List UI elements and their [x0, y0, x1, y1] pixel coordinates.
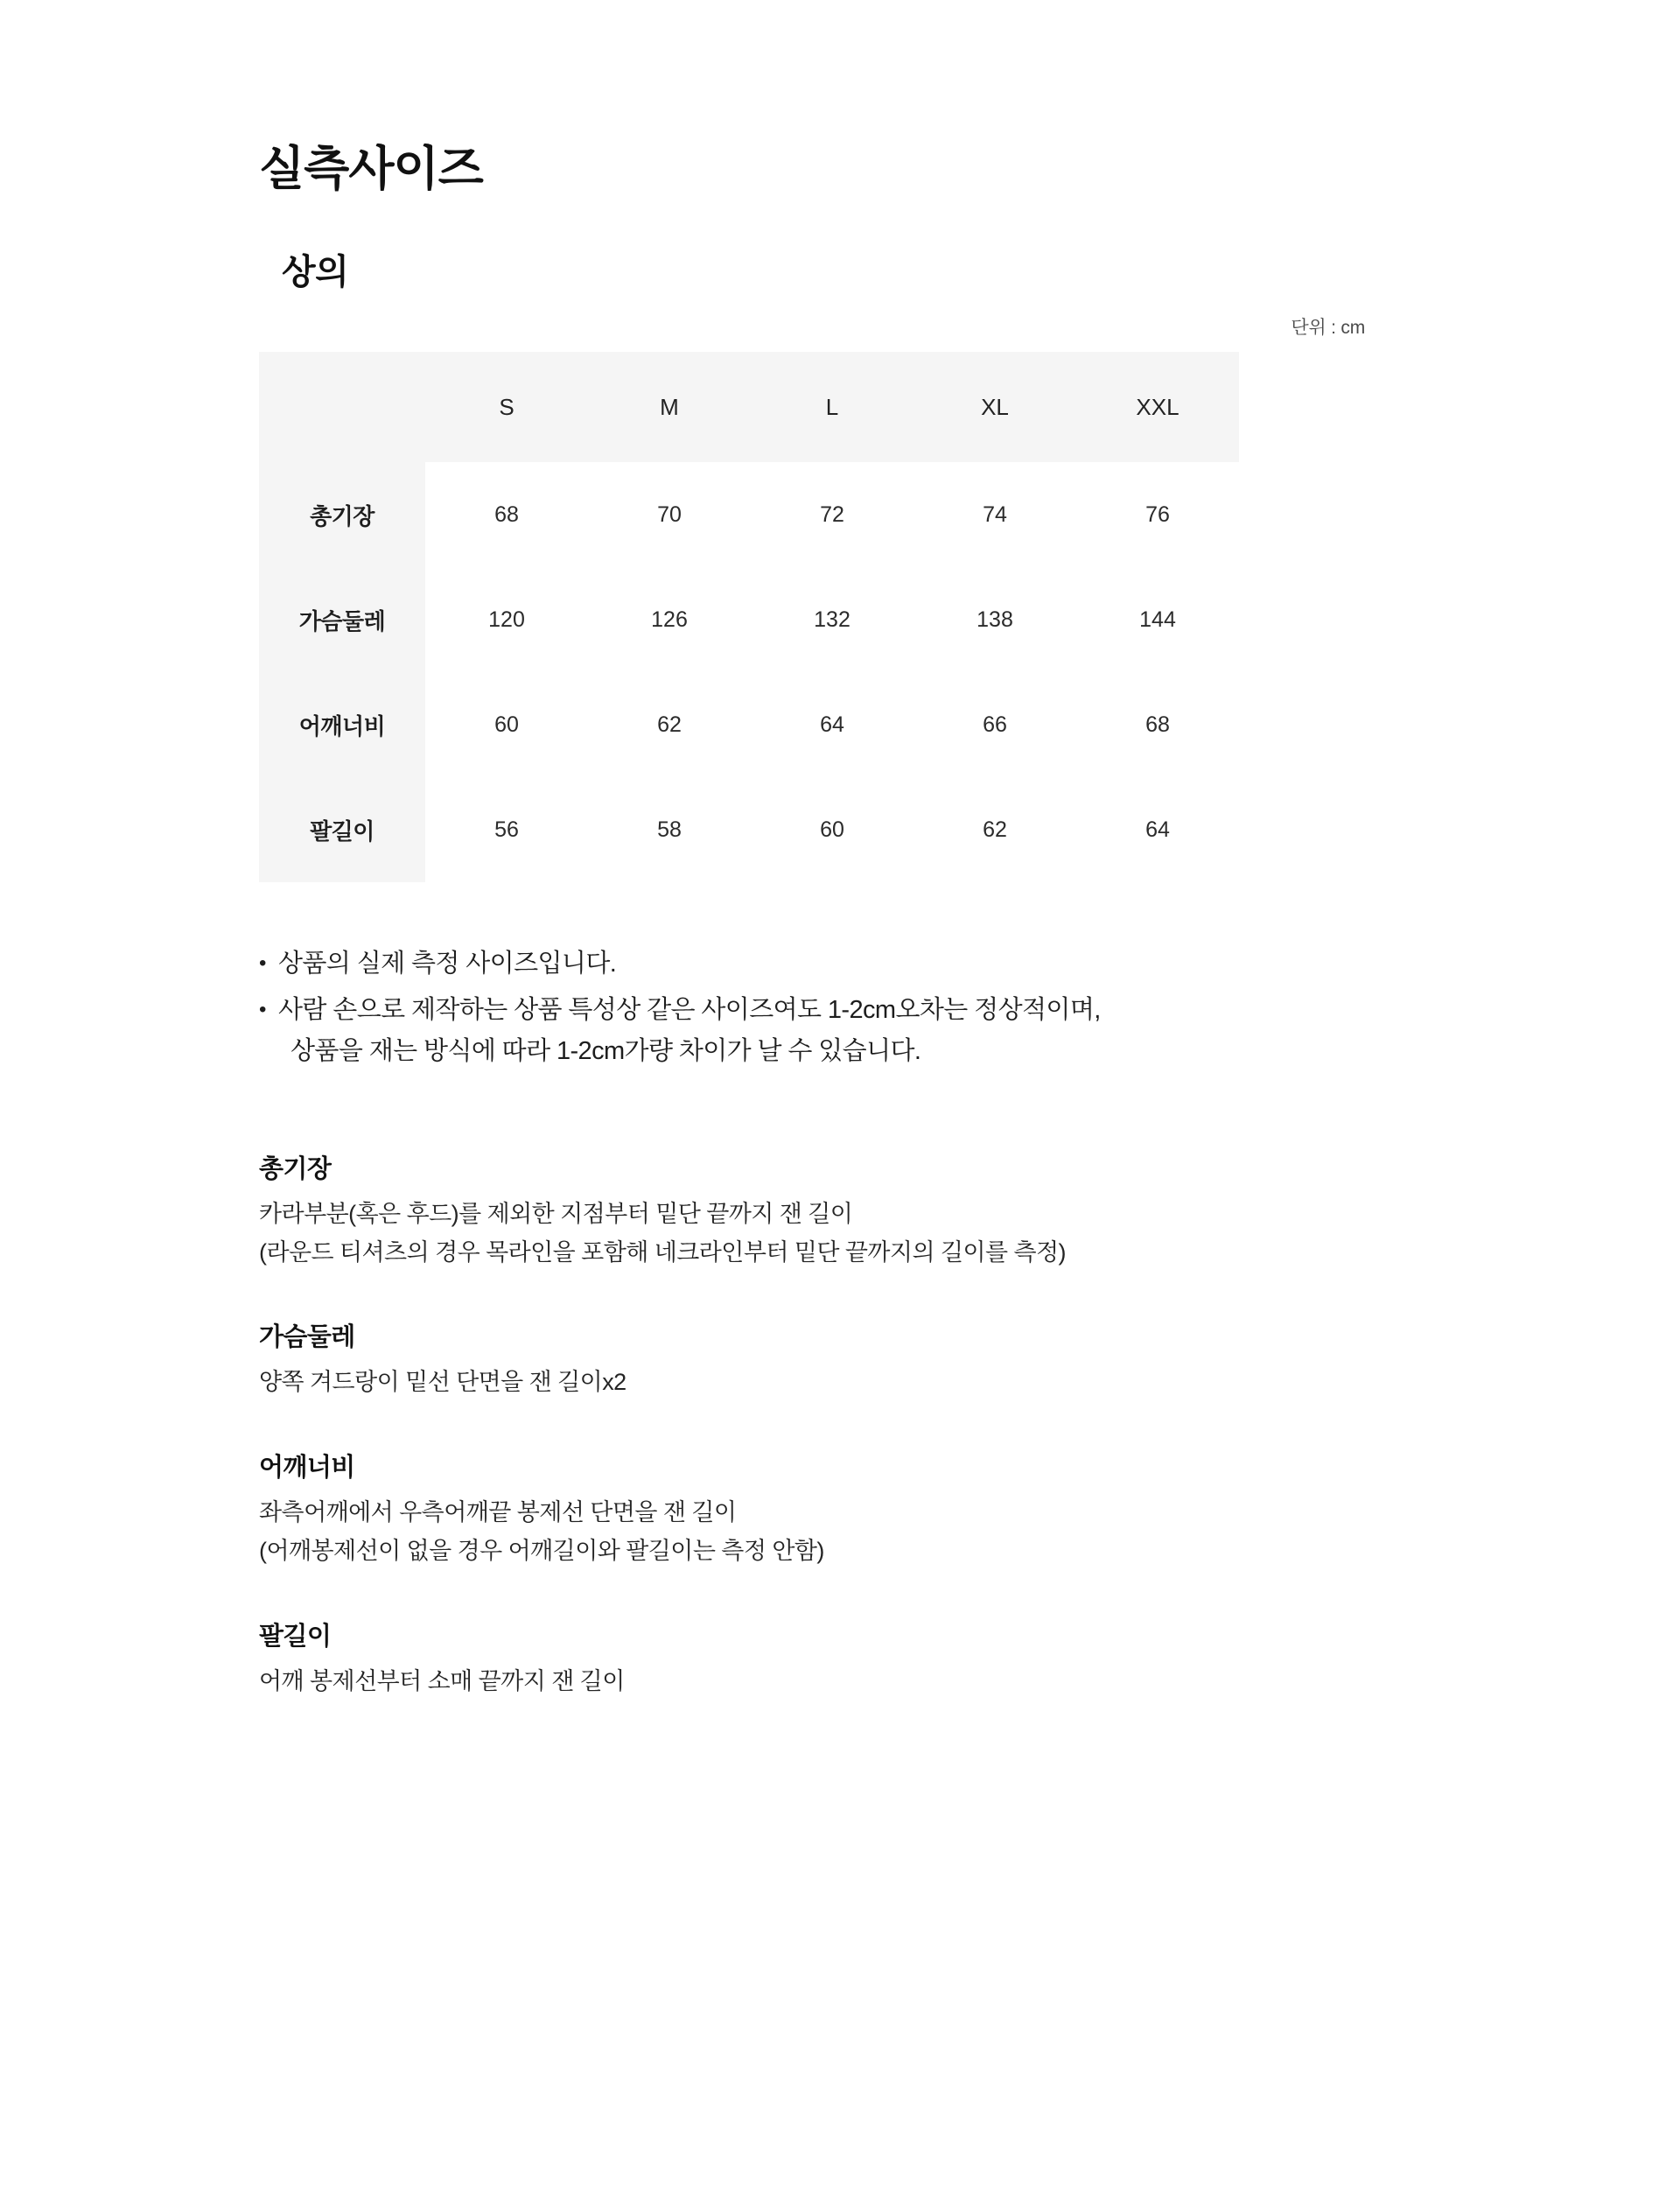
bullet-icon: •: [259, 997, 266, 1021]
cell-chest-m: 126: [588, 567, 751, 672]
definition-line-1: 좌측어깨에서 우측어깨끝 봉제선 단면을 잰 길이: [259, 1499, 737, 1526]
cell-sleeve-l: 60: [751, 777, 914, 882]
definition-term: 어깨너비: [259, 1454, 355, 1483]
definition-sleeve: [259, 1616, 1421, 1701]
column-header-xxl: XXL: [1076, 352, 1239, 462]
unit-label: 단위 : cm: [1291, 318, 1365, 338]
cell-chest-s: 120: [425, 567, 588, 672]
table-row: [259, 672, 1239, 777]
cell-sleeve-m: 58: [588, 777, 751, 882]
cell-total-length-xl: 74: [914, 462, 1076, 567]
bullet-icon: •: [259, 951, 266, 975]
row-label-chest: 가슴둘레: [259, 567, 425, 672]
note-line-1: 상품의 실제 측정 사이즈입니다.: [278, 950, 617, 978]
definition-term: 총기장: [259, 1154, 332, 1183]
list-item: [259, 943, 1421, 985]
cell-total-length-s: 68: [425, 462, 588, 567]
column-header-xl: XL: [914, 352, 1076, 462]
cell-shoulder-s: 60: [425, 672, 588, 777]
table-row: [259, 777, 1239, 882]
cell-total-length-m: 70: [588, 462, 751, 567]
column-header-m: M: [588, 352, 751, 462]
cell-total-length-xxl: 76: [1076, 462, 1239, 567]
table-row: [259, 462, 1239, 567]
definition-total-length: [259, 1149, 1421, 1272]
cell-sleeve-s: 56: [425, 777, 588, 882]
cell-shoulder-xxl: 68: [1076, 672, 1239, 777]
page-title: 실측사이즈: [259, 143, 483, 195]
cell-chest-xl: 138: [914, 567, 1076, 672]
cell-shoulder-l: 64: [751, 672, 914, 777]
note-line-1: 사람 손으로 제작하는 상품 특성상 같은 사이즈여도 1-2cm오차는 정상적이며,: [278, 995, 1101, 1024]
cell-chest-l: 132: [751, 567, 914, 672]
note-line-2: 상품을 재는 방식에 따라 1-2cm가량 차이가 날 수 있습니다.: [290, 1036, 921, 1065]
column-header-s: S: [425, 352, 588, 462]
table-header-row: [259, 352, 1239, 462]
notes-list: [259, 943, 1421, 1072]
content-column: [210, 0, 1470, 1701]
definition-term: 팔길이: [259, 1622, 332, 1651]
definition-line-1: 어깨 봉제선부터 소매 끝까지 잰 길이: [259, 1667, 625, 1694]
column-header-l: L: [751, 352, 914, 462]
list-item: [259, 990, 1421, 1072]
definition-line-1: 양쪽 겨드랑이 밑선 단면을 잰 길이x2: [259, 1369, 626, 1396]
cell-shoulder-m: 62: [588, 672, 751, 777]
table-corner-cell: [259, 352, 425, 462]
definition-shoulder: [259, 1448, 1421, 1570]
size-table-body: [259, 462, 1239, 882]
definition-line-1: 카라부분(혹은 후드)를 제외한 지점부터 밑단 끝까지 잰 길이: [259, 1200, 853, 1227]
cell-shoulder-xl: 66: [914, 672, 1076, 777]
cell-sleeve-xxl: 64: [1076, 777, 1239, 882]
cell-chest-xxl: 144: [1076, 567, 1239, 672]
definition-line-2: (라운드 티셔츠의 경우 목라인을 포함해 네크라인부터 밑단 끝까지의 길이를 측정): [259, 1238, 1067, 1266]
size-table: [259, 352, 1239, 882]
cell-total-length-l: 72: [751, 462, 914, 567]
size-table-container: [259, 352, 1421, 882]
note-text: [278, 943, 1421, 985]
definition-line-2: (어깨봉제선이 없을 경우 어깨길이와 팔길이는 측정 안함): [259, 1537, 824, 1564]
note-text: [278, 990, 1421, 1072]
row-label-total-length: 총기장: [259, 462, 425, 567]
definitions-list: [259, 1149, 1421, 1701]
size-table-head: [259, 352, 1239, 462]
section-title-top: 상의: [282, 253, 349, 291]
definition-chest: [259, 1317, 1421, 1402]
definition-term: 가슴둘레: [259, 1323, 355, 1352]
cell-sleeve-xl: 62: [914, 777, 1076, 882]
row-label-sleeve: 팔길이: [259, 777, 425, 882]
table-row: [259, 567, 1239, 672]
row-label-shoulder: 어깨너비: [259, 672, 425, 777]
